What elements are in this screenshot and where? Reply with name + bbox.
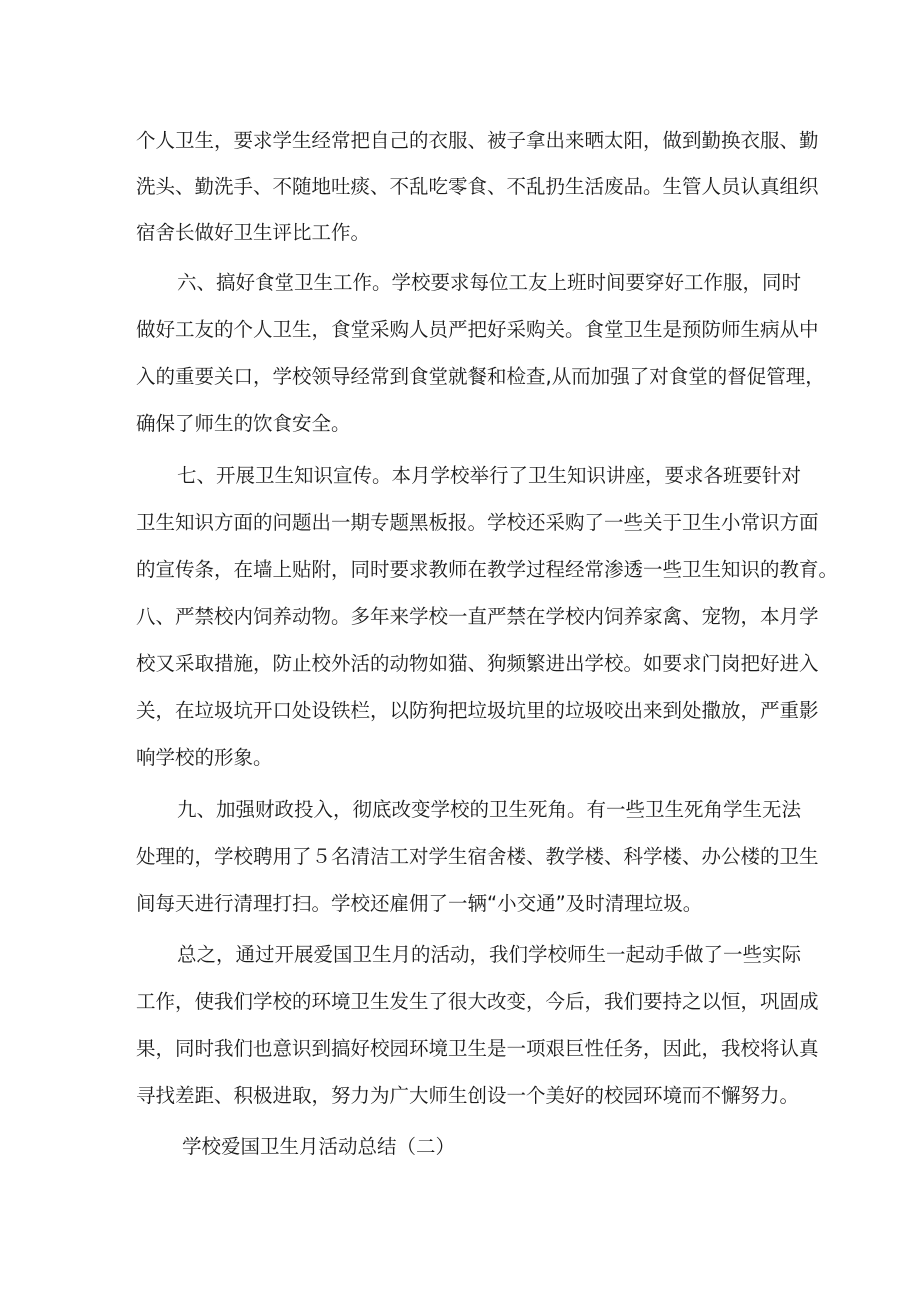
paragraph-line: 洗头、勤洗手、不随地吐痰、不乱吃零食、不乱扔生活废品。生管人员认真组织 bbox=[136, 175, 819, 198]
paragraph-line: 工作，使我们学校的环境卫生发生了很大改变，今后，我们要持之以恒，巩固成 bbox=[136, 990, 819, 1013]
paragraph-line: 果，同时我们也意识到搞好校园环境卫生是一项艰巨性任务，因此，我校将认真 bbox=[136, 1037, 819, 1060]
section-title: 学校爱国卫生月活动总结（二） bbox=[182, 1135, 456, 1158]
paragraph-line: 寻找差距、积极进取，努力为广大师生创设一个美好的校园环境而不懈努力。 bbox=[136, 1084, 800, 1107]
paragraph-line: 确保了师生的饮食安全。 bbox=[136, 412, 351, 435]
paragraph-line: 做好工友的个人卫生，食堂采购人员严把好采购关。食堂卫生是预防师生病从中 bbox=[136, 318, 819, 341]
paragraph-line: 七、开展卫生知识宣传。本月学校举行了卫生知识讲座，要求各班要针对 bbox=[177, 464, 802, 487]
paragraph-line: 处理的，学校聘用了５名清洁工对学生宿舍楼、教学楼、科学楼、办公楼的卫生 bbox=[136, 845, 819, 868]
paragraph-line: 响学校的形象。 bbox=[136, 746, 273, 769]
paragraph-line: 的宣传条，在墙上贴附，同时要求教师在教学过程经常渗透一些卫生知识的教育。 bbox=[136, 558, 839, 581]
paragraph-line: 总之，通过开展爱国卫生月的活动，我们学校师生一起动手做了一些实际 bbox=[177, 943, 802, 966]
paragraph-line: 八、严禁校内饲养动物。多年来学校一直严禁在学校内饲养家禽、宠物，本月学 bbox=[136, 605, 819, 628]
paragraph-line: 校又采取措施，防止校外活的动物如猫、狗频繁进出学校。如要求门岗把好进入 bbox=[136, 652, 819, 675]
paragraph-line: 九、加强财政投入，彻底改变学校的卫生死角。有一些卫生死角学生无法 bbox=[177, 798, 802, 821]
paragraph-line: 宿舍长做好卫生评比工作。 bbox=[136, 221, 371, 244]
paragraph-line: 间每天进行清理打扫。学校还雇佣了一辆“小交通”及时清理垃圾。 bbox=[136, 892, 703, 915]
paragraph-line: 关，在垃圾坑开口处设铁栏，以防狗把垃圾坑里的垃圾咬出来到处撒放，严重影 bbox=[136, 699, 819, 722]
paragraph-line: 卫生知识方面的问题出一期专题黑板报。学校还采购了一些关于卫生小常识方面 bbox=[136, 511, 819, 534]
paragraph-line: 入的重要关口，学校领导经常到食堂就餐和检查,从而加强了对食堂的督促管理， bbox=[136, 365, 825, 388]
paragraph-line: 六、搞好食堂卫生工作。学校要求每位工友上班时间要穿好工作服，同时 bbox=[177, 271, 802, 294]
paragraph-line: 个人卫生，要求学生经常把自己的衣服、被子拿出来晒太阳，做到勤换衣服、勤 bbox=[136, 129, 819, 152]
